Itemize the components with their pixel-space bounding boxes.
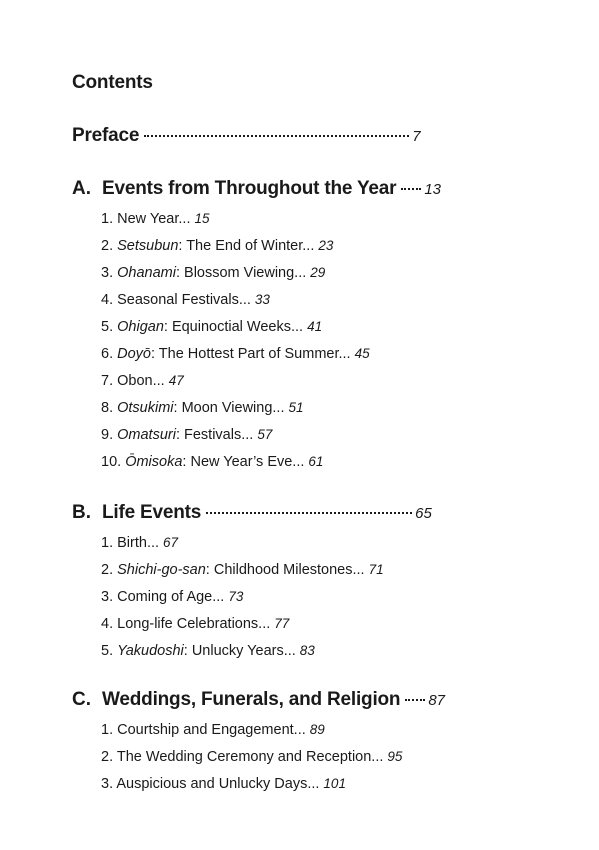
item-title: New Year...: [117, 211, 191, 227]
item-page: 51: [288, 400, 304, 415]
toc-item[interactable]: [101, 589, 243, 605]
section-letter: B.: [72, 502, 91, 523]
toc-section-a[interactable]: [72, 178, 441, 200]
toc-section-b[interactable]: [72, 502, 432, 524]
toc-item[interactable]: [101, 400, 304, 416]
item-term: Ohigan: [117, 319, 164, 335]
section-title: Events from Throughout the Year: [102, 178, 397, 199]
toc-item[interactable]: [101, 454, 323, 470]
item-page: 29: [310, 265, 326, 280]
toc-item[interactable]: [101, 211, 210, 227]
item-number: 9.: [101, 427, 114, 443]
item-term: Setsubun: [117, 238, 179, 254]
item-page: 47: [168, 373, 184, 388]
item-term: Ōmisoka: [125, 454, 183, 470]
item-title: Seasonal Festivals...: [117, 292, 251, 308]
section-page: 13: [424, 181, 442, 198]
item-term: Otsukimi: [117, 400, 174, 416]
contents-title: Contents: [72, 72, 153, 93]
item-title: Courtship and Engagement...: [117, 722, 306, 738]
section-page: 65: [415, 505, 432, 522]
item-number: 2.: [101, 562, 114, 578]
toc-item[interactable]: [101, 562, 384, 578]
item-title: : Childhood Milestones...: [205, 562, 365, 578]
item-title: Birth...: [117, 535, 160, 551]
leader-dots: [405, 699, 425, 701]
toc-item[interactable]: [101, 292, 270, 308]
item-number: 5.: [101, 319, 114, 335]
preface-title: Preface: [72, 125, 140, 146]
toc-item[interactable]: [101, 238, 333, 254]
item-page: 89: [309, 722, 325, 737]
item-number: 1.: [101, 535, 114, 551]
item-number: 3.: [101, 265, 114, 281]
section-title: Weddings, Funerals, and Religion: [102, 689, 401, 710]
item-page: 77: [274, 616, 290, 631]
section-title: Life Events: [102, 502, 202, 523]
item-title: The Wedding Ceremony and Reception...: [116, 749, 384, 765]
toc-item[interactable]: [101, 346, 370, 362]
item-number: 5.: [101, 643, 114, 659]
toc-item[interactable]: [101, 643, 315, 659]
toc-section-c[interactable]: [72, 689, 445, 711]
item-page: 23: [318, 238, 334, 253]
item-number: 4.: [101, 616, 114, 632]
item-page: 95: [387, 749, 403, 764]
item-number: 2.: [101, 749, 114, 765]
item-number: 2.: [101, 238, 114, 254]
toc-item[interactable]: [101, 749, 402, 765]
item-term: Doyō: [117, 346, 151, 362]
toc-item[interactable]: [101, 427, 272, 443]
toc-item[interactable]: [101, 616, 289, 632]
item-term: Shichi-go-san: [117, 562, 206, 578]
toc-entry-preface[interactable]: [72, 125, 421, 147]
item-page: 71: [368, 562, 384, 577]
item-number: 1.: [101, 722, 114, 738]
toc-item[interactable]: [101, 265, 325, 281]
toc-item[interactable]: [101, 535, 178, 551]
item-page: 61: [308, 454, 324, 469]
item-term: Yakudoshi: [117, 643, 184, 659]
item-number: 6.: [101, 346, 114, 362]
item-number: 1.: [101, 211, 114, 227]
item-title: : Unlucky Years...: [183, 643, 296, 659]
item-number: 4.: [101, 292, 114, 308]
item-page: 73: [228, 589, 244, 604]
toc-item[interactable]: [101, 319, 322, 335]
item-term: Omatsuri: [117, 427, 176, 443]
item-page: 57: [257, 427, 273, 442]
item-page: 15: [194, 211, 210, 226]
item-number: 3.: [101, 776, 114, 792]
item-title: : Equinoctial Weeks...: [163, 319, 304, 335]
leader-dots: [206, 512, 412, 514]
toc-item[interactable]: [101, 776, 346, 792]
item-title: Obon...: [117, 373, 165, 389]
item-number: 3.: [101, 589, 114, 605]
item-number: 8.: [101, 400, 114, 416]
leader-dots: [401, 188, 421, 190]
item-number: 7.: [101, 373, 114, 389]
item-title: : Moon Viewing...: [173, 400, 285, 416]
toc-item[interactable]: [101, 722, 325, 738]
item-title: : New Year’s Eve...: [182, 454, 305, 470]
section-letter: C.: [72, 689, 91, 710]
item-title: Long-life Celebrations...: [117, 616, 271, 632]
item-title: Auspicious and Unlucky Days...: [116, 776, 320, 792]
item-page: 33: [254, 292, 270, 307]
leader-dots: [144, 135, 409, 137]
item-page: 101: [323, 776, 346, 791]
preface-page: 7: [412, 128, 421, 145]
item-page: 45: [354, 346, 370, 361]
item-page: 67: [163, 535, 179, 550]
item-title: : Festivals...: [175, 427, 254, 443]
item-title: : The Hottest Part of Summer...: [150, 346, 351, 362]
item-title: Coming of Age...: [117, 589, 225, 605]
section-page: 87: [428, 692, 446, 709]
section-letter: A.: [72, 178, 91, 199]
item-title: : Blossom Viewing...: [175, 265, 307, 281]
toc-item[interactable]: [101, 373, 184, 389]
item-title: : The End of Winter...: [178, 238, 315, 254]
item-term: Ohanami: [117, 265, 176, 281]
item-number: 10.: [101, 454, 122, 470]
item-page: 41: [307, 319, 323, 334]
item-page: 83: [299, 643, 315, 658]
